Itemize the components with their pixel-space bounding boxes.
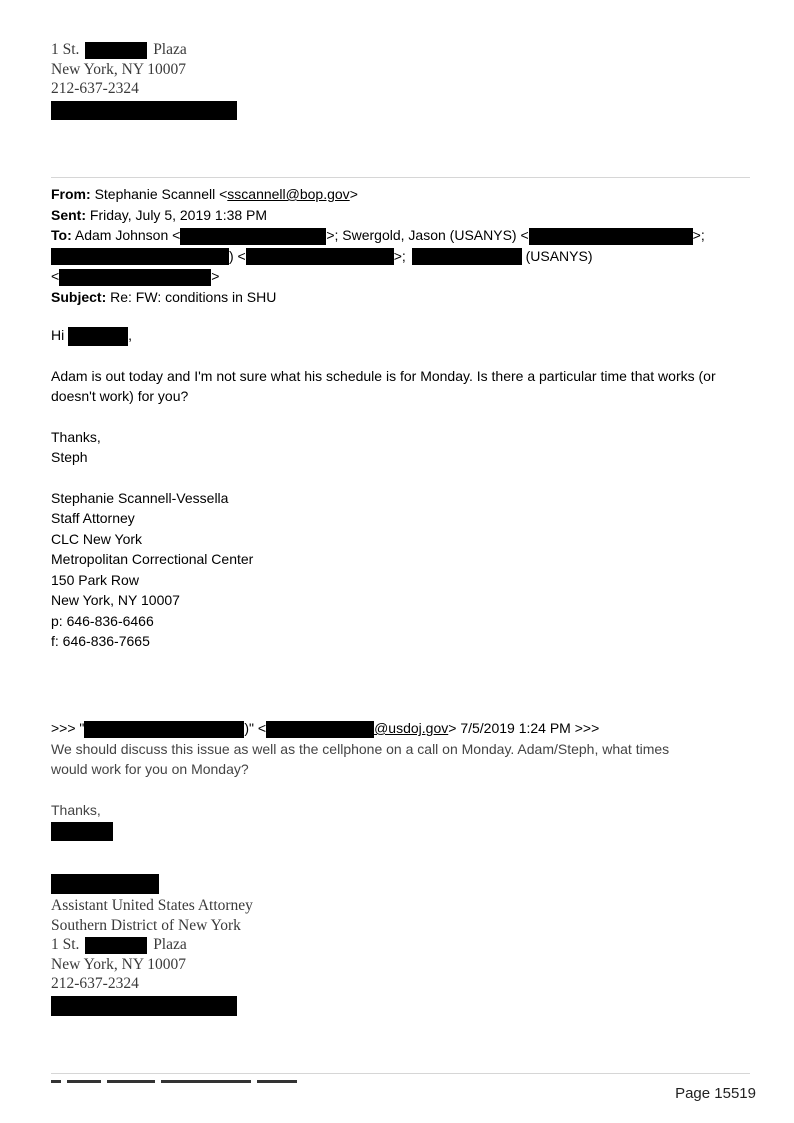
quote-thanks: Thanks, (51, 801, 101, 818)
subject-value: Re: FW: conditions in SHU (110, 288, 277, 305)
quote-email-link[interactable]: @usdoj.gov (374, 720, 449, 736)
body-paragraph-cont: doesn't work) for you? (51, 388, 189, 405)
address-street-suffix: Plaza (153, 41, 187, 58)
sender-short-name: Steph (51, 449, 88, 466)
redaction (68, 327, 128, 346)
sig-line: CLC New York (51, 530, 143, 547)
sig-line: Stephanie Scannell-Vessella (51, 489, 229, 506)
email-header (51, 184, 751, 307)
from-line: From: Stephanie Scannell <sscannell@bop.gov> (51, 186, 358, 202)
sig-line: New York, NY 10007 (51, 592, 180, 609)
page-number: Page 15519 (675, 1085, 756, 1102)
from-email-link[interactable]: sscannell@bop.gov (227, 186, 350, 202)
sig-city: New York, NY 10007 (51, 955, 187, 973)
address-city: New York, NY 10007 (51, 60, 187, 78)
redaction (84, 721, 244, 738)
quoted-email (51, 718, 771, 841)
redaction (51, 248, 229, 265)
to-line-3: < > (51, 268, 220, 284)
redaction (246, 248, 394, 265)
sig-title: Assistant United States Attorney (51, 897, 253, 914)
redaction (59, 269, 211, 286)
quote-body: We should discuss this issue as well as the cellphone on a call on Monday. Adam/Steph, what times (51, 740, 670, 757)
sent-value: Friday, July 5, 2019 1:38 PM (89, 206, 268, 223)
divider (51, 177, 750, 178)
quoted-signature (51, 874, 253, 1016)
top-address-block (51, 40, 237, 120)
subject-line: Subject: Re: FW: conditions in SHU (51, 288, 277, 305)
sig-district: Southern District of New York (51, 916, 241, 934)
redaction (51, 996, 237, 1016)
sig-line: p: 646-836-6466 (51, 612, 154, 629)
from-name: Stephanie Scannell < (94, 186, 228, 202)
redaction (51, 101, 237, 120)
thanks: Thanks, (51, 428, 101, 445)
cutoff-text-fragment (51, 1080, 381, 1084)
sig-line: Staff Attorney (51, 510, 135, 527)
signature-block (51, 488, 761, 652)
sig-address: 1 St. Plaza (51, 936, 187, 953)
redaction (180, 228, 326, 245)
sig-line: Metropolitan Correctional Center (51, 551, 254, 568)
sig-phone: 212-637-2324 (51, 975, 139, 992)
redaction (51, 822, 113, 841)
sent-line: Sent: Friday, July 5, 2019 1:38 PM (51, 206, 268, 223)
to-line-2: ) < >; (USANYS) (51, 246, 751, 267)
body-paragraph: Adam is out today and I'm not sure what his schedule is for Monday. Is there a particular time that works (or (51, 367, 716, 384)
to-line: To: Adam Johnson < >; Swergold, Jason (USANYS) < >; (51, 227, 705, 243)
email-body (51, 325, 761, 652)
address-street-prefix: 1 St. (51, 41, 80, 58)
redaction (529, 228, 693, 245)
quote-body-cont: would work for you on Monday? (51, 761, 249, 777)
sig-line: 150 Park Row (51, 571, 139, 588)
redaction (85, 937, 147, 954)
redaction (85, 42, 147, 59)
greeting: Hi , (51, 325, 761, 346)
quote-header: >>> " )" < @usdoj.gov> 7/5/2019 1:24 PM >>> (51, 720, 600, 736)
divider (51, 1073, 750, 1074)
redaction (266, 721, 374, 738)
sig-line: f: 646-836-7665 (51, 633, 150, 650)
redaction (412, 248, 522, 265)
redaction (51, 874, 159, 894)
address-phone: 212-637-2324 (51, 80, 139, 97)
